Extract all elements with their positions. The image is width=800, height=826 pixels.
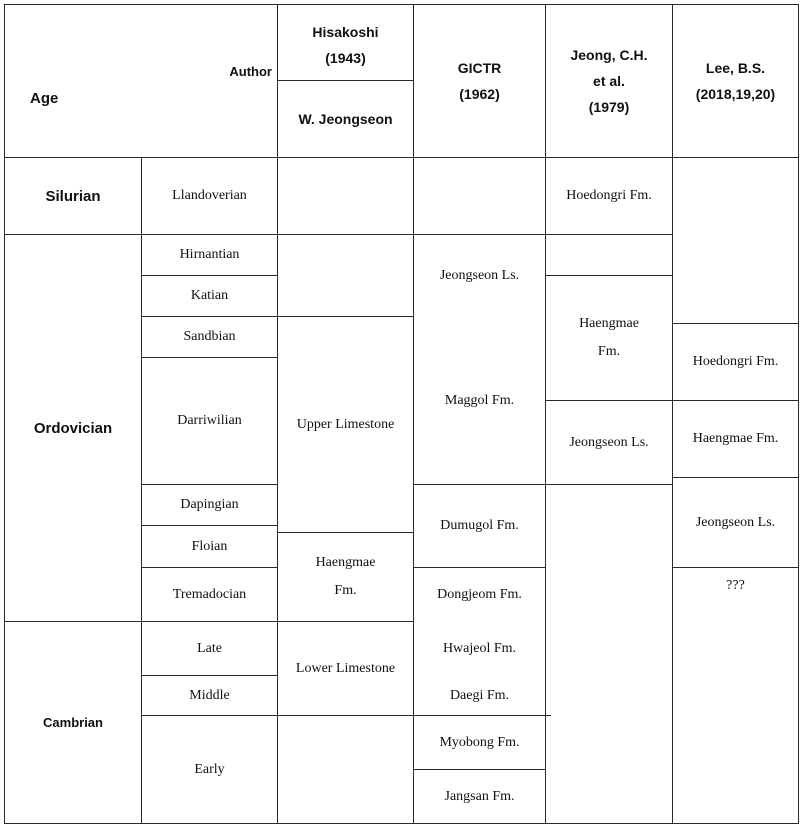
stage-early: Early <box>194 761 225 777</box>
author-header: Author <box>229 63 272 79</box>
stage-tremadocian: Tremadocian <box>172 586 247 602</box>
gictr-jeongseon-ls: Jeongseon Ls. <box>439 267 520 283</box>
lee-unit-line <box>672 567 799 568</box>
gictr-header: GICTR (1962) <box>457 60 502 102</box>
stage-hirnantian: Hirnantian <box>179 247 240 262</box>
stage-dapingian: Dapingian <box>180 497 239 512</box>
hisakoshi-haengmae-fm: Haengmae Fm. <box>315 555 376 598</box>
stage-floian: Floian <box>191 538 228 554</box>
age-header: Age <box>30 89 59 107</box>
stage-middle: Middle <box>189 687 230 703</box>
lee-unknown: ??? <box>726 578 745 593</box>
table-border-bottom <box>4 823 799 824</box>
jeong-haengmae-fm: Haengmae Fm. <box>579 316 639 359</box>
stage-late: Late <box>197 640 222 656</box>
jeong-header: Jeong, C.H. et al. (1979) <box>570 47 648 115</box>
gictr-jangsan-fm: Jangsan Fm. <box>444 788 515 804</box>
stage-katian: Katian <box>190 288 229 303</box>
hisakoshi-upper-limestone: Upper Limestone <box>296 416 395 432</box>
hisakoshi-header: Hisakoshi (1943) <box>312 24 379 66</box>
lee-hoedongri-fm: Hoedongri Fm. <box>692 354 779 369</box>
table-border-right <box>798 4 799 824</box>
gictr-daegi-fm: Daegi Fm. <box>449 687 510 703</box>
gictr-myobong-fm: Myobong Fm. <box>439 734 520 750</box>
lee-haengmae-fm: Haengmae Fm. <box>692 431 779 446</box>
gictr-dumugol-fm: Dumugol Fm. <box>440 518 519 533</box>
period-cambrian: Cambrian <box>43 715 103 730</box>
lee-header: Lee, B.S. (2018,19,20) <box>695 60 776 102</box>
stage-darriwilian: Darriwilian <box>177 413 242 428</box>
jeong-jeongseon-ls: Jeongseon Ls. <box>569 434 649 450</box>
gictr-hwajeol-fm: Hwajeol Fm. <box>442 640 517 656</box>
stage-llandoverian: Llandoverian <box>172 188 247 203</box>
w-jeongseon-header: W. Jeongseon <box>298 111 393 127</box>
gictr-maggol-fm: Maggol Fm. <box>444 392 515 408</box>
stage-sandbian: Sandbian <box>183 329 236 344</box>
jeong-unit-line <box>546 234 672 235</box>
lee-jeongseon-ls: Jeongseon Ls. <box>695 514 776 530</box>
period-ordovician: Ordovician <box>33 419 113 437</box>
gictr-dongjeom-fm: Dongjeom Fm. <box>437 586 522 602</box>
jeong-hoedongri-fm: Hoedongri Fm. <box>566 188 652 203</box>
hisakoshi-lower-limestone: Lower Limestone <box>295 660 396 676</box>
period-silurian: Silurian <box>45 187 101 205</box>
